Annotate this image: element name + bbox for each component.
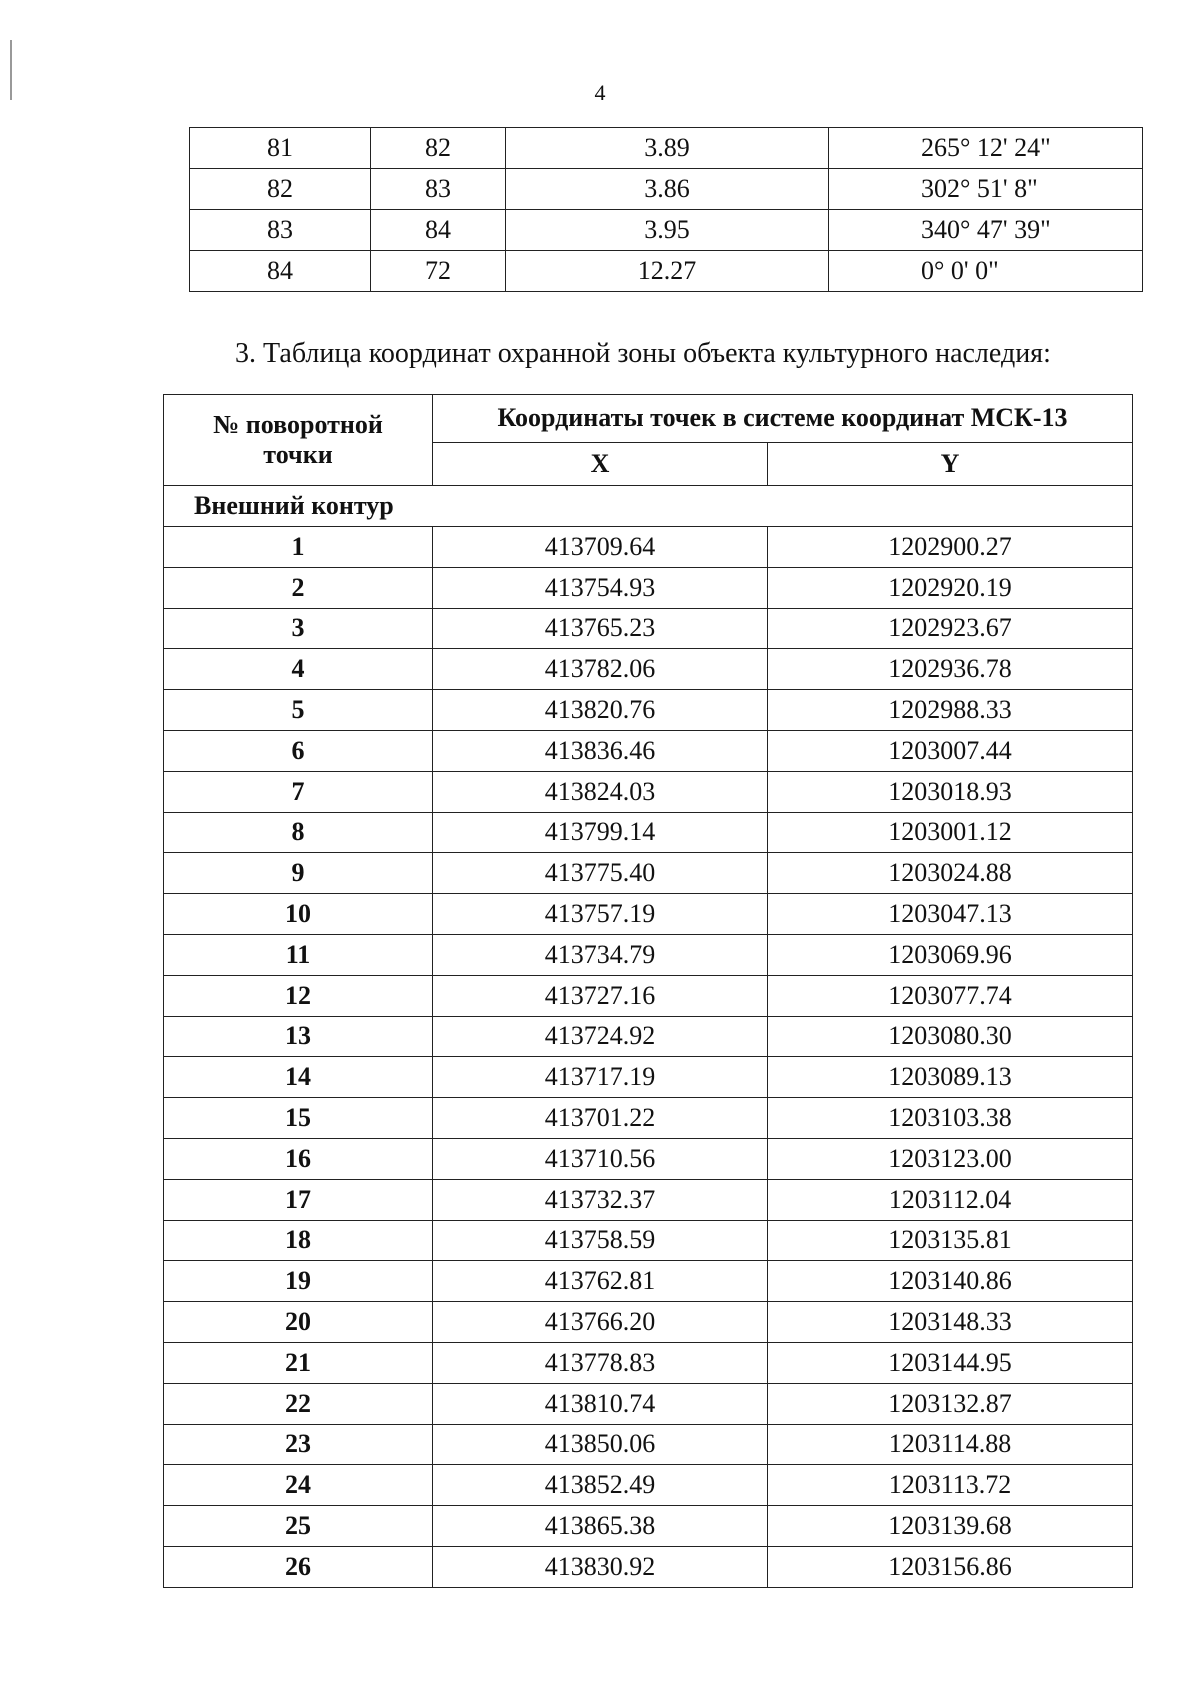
table-row: [164, 1342, 1133, 1383]
x-coordinate: 413727.16: [433, 975, 768, 1016]
segment-length: 3.95: [506, 210, 829, 251]
segment-from-point: 81: [190, 128, 371, 169]
x-coordinate: 413820.76: [433, 690, 768, 731]
segment-bearing: 265° 12' 24": [829, 128, 1143, 169]
segment-length: 3.86: [506, 169, 829, 210]
y-coordinate: 1203123.00: [768, 1138, 1133, 1179]
table-row: [164, 1383, 1133, 1424]
y-header: Y: [768, 442, 1133, 485]
y-coordinate: 1203148.33: [768, 1302, 1133, 1343]
y-coordinate: 1203103.38: [768, 1098, 1133, 1139]
x-coordinate: 413810.74: [433, 1383, 768, 1424]
x-coordinate: 413824.03: [433, 771, 768, 812]
y-coordinate: 1203113.72: [768, 1465, 1133, 1506]
segment-table-body: [190, 128, 1143, 292]
table-row: [164, 812, 1133, 853]
table-row: [164, 567, 1133, 608]
point-number: 20: [164, 1302, 433, 1343]
table-row: [164, 1424, 1133, 1465]
table-row: [164, 1546, 1133, 1587]
point-number: 14: [164, 1057, 433, 1098]
table-row: [164, 527, 1133, 568]
table-row: [164, 1098, 1133, 1139]
table-row: [164, 1179, 1133, 1220]
table-row: [164, 1302, 1133, 1343]
table-row: [164, 771, 1133, 812]
point-number: 5: [164, 690, 433, 731]
point-number: 24: [164, 1465, 433, 1506]
segment-bearing: 0° 0' 0": [829, 251, 1143, 292]
point-number: 21: [164, 1342, 433, 1383]
y-coordinate: 1203135.81: [768, 1220, 1133, 1261]
segment-bearing: 302° 51' 8": [829, 169, 1143, 210]
table-row: [164, 1220, 1133, 1261]
point-number-header-line1: № поворотной: [213, 410, 383, 440]
point-number: 16: [164, 1138, 433, 1179]
table-row: [164, 690, 1133, 731]
point-number: 13: [164, 1016, 433, 1057]
y-coordinate: 1203112.04: [768, 1179, 1133, 1220]
segment-from-point: 83: [190, 210, 371, 251]
x-coordinate: 413799.14: [433, 812, 768, 853]
table-row: [164, 649, 1133, 690]
point-number: 19: [164, 1261, 433, 1302]
point-number: 18: [164, 1220, 433, 1261]
segment-from-point: 82: [190, 169, 371, 210]
x-coordinate: 413758.59: [433, 1220, 768, 1261]
y-coordinate: 1203156.86: [768, 1546, 1133, 1587]
x-coordinate: 413734.79: [433, 934, 768, 975]
page-number: 4: [594, 80, 606, 105]
x-coordinate: 413766.20: [433, 1302, 768, 1343]
y-coordinate: 1202988.33: [768, 690, 1133, 731]
y-coordinate: 1203144.95: [768, 1342, 1133, 1383]
x-coordinate: 413775.40: [433, 853, 768, 894]
table-row: [164, 1506, 1133, 1547]
x-coordinate: 413830.92: [433, 1546, 768, 1587]
coordinates-table-head: [164, 395, 1133, 486]
coordinate-system-header: Координаты точек в системе координат МСК-13: [433, 395, 1133, 443]
x-header: X: [433, 442, 768, 485]
coordinates-table: [163, 394, 1133, 1588]
x-coordinate: 413717.19: [433, 1057, 768, 1098]
header-row: [164, 395, 1133, 443]
table-row: [164, 608, 1133, 649]
segment-to-point: 83: [371, 169, 506, 210]
x-coordinate: 413754.93: [433, 567, 768, 608]
point-number: 26: [164, 1546, 433, 1587]
section-row: [164, 486, 1133, 527]
y-coordinate: 1203140.86: [768, 1261, 1133, 1302]
point-number: 4: [164, 649, 433, 690]
segment-length: 3.89: [506, 128, 829, 169]
y-coordinate: 1202920.19: [768, 567, 1133, 608]
x-coordinate: 413709.64: [433, 527, 768, 568]
x-coordinate: 413782.06: [433, 649, 768, 690]
segment-to-point: 84: [371, 210, 506, 251]
point-number: 23: [164, 1424, 433, 1465]
table-row: [164, 1057, 1133, 1098]
segment-row: [190, 128, 1143, 169]
table-row: [164, 975, 1133, 1016]
point-number: 22: [164, 1383, 433, 1424]
point-number: 2: [164, 567, 433, 608]
y-coordinate: 1203089.13: [768, 1057, 1133, 1098]
segment-table: [189, 127, 1143, 292]
table-row: [164, 934, 1133, 975]
y-coordinate: 1203077.74: [768, 975, 1133, 1016]
segment-from-point: 84: [190, 251, 371, 292]
y-coordinate: 1203139.68: [768, 1506, 1133, 1547]
table-row: [164, 1465, 1133, 1506]
y-coordinate: 1203018.93: [768, 771, 1133, 812]
x-coordinate: 413762.81: [433, 1261, 768, 1302]
point-number: 3: [164, 608, 433, 649]
segment-row: [190, 251, 1143, 292]
x-coordinate: 413724.92: [433, 1016, 768, 1057]
x-coordinate: 413778.83: [433, 1342, 768, 1383]
table-row: [164, 1016, 1133, 1057]
point-number: 8: [164, 812, 433, 853]
x-coordinate: 413850.06: [433, 1424, 768, 1465]
point-number: 17: [164, 1179, 433, 1220]
x-coordinate: 413757.19: [433, 894, 768, 935]
table-row: [164, 730, 1133, 771]
y-coordinate: 1203007.44: [768, 730, 1133, 771]
table-row: [164, 894, 1133, 935]
x-coordinate: 413852.49: [433, 1465, 768, 1506]
section-label: Внешний контур: [164, 486, 1133, 527]
point-number: 9: [164, 853, 433, 894]
y-coordinate: 1202936.78: [768, 649, 1133, 690]
point-number-header-line2: точки: [263, 440, 333, 469]
point-number: 11: [164, 934, 433, 975]
segment-to-point: 72: [371, 251, 506, 292]
segment-row: [190, 169, 1143, 210]
table-row: [164, 1138, 1133, 1179]
y-coordinate: 1203114.88: [768, 1424, 1133, 1465]
point-number: 7: [164, 771, 433, 812]
point-number: 12: [164, 975, 433, 1016]
segment-bearing: 340° 47' 39": [829, 210, 1143, 251]
point-number: 25: [164, 1506, 433, 1547]
table-caption: 3. Таблица координат охранной зоны объекта культурного наследия:: [235, 338, 1051, 369]
point-number: 15: [164, 1098, 433, 1139]
point-number-header: [164, 395, 433, 486]
table-row: [164, 853, 1133, 894]
y-coordinate: 1203080.30: [768, 1016, 1133, 1057]
y-coordinate: 1203024.88: [768, 853, 1133, 894]
y-coordinate: 1203132.87: [768, 1383, 1133, 1424]
y-coordinate: 1202900.27: [768, 527, 1133, 568]
segment-row: [190, 210, 1143, 251]
x-coordinate: 413732.37: [433, 1179, 768, 1220]
y-coordinate: 1202923.67: [768, 608, 1133, 649]
point-number: 6: [164, 730, 433, 771]
y-coordinate: 1203001.12: [768, 812, 1133, 853]
x-coordinate: 413765.23: [433, 608, 768, 649]
segment-to-point: 82: [371, 128, 506, 169]
x-coordinate: 413701.22: [433, 1098, 768, 1139]
x-coordinate: 413710.56: [433, 1138, 768, 1179]
x-coordinate: 413836.46: [433, 730, 768, 771]
y-coordinate: 1203069.96: [768, 934, 1133, 975]
point-number: 10: [164, 894, 433, 935]
x-coordinate: 413865.38: [433, 1506, 768, 1547]
segment-length: 12.27: [506, 251, 829, 292]
coordinates-table-body: [164, 486, 1133, 1588]
y-coordinate: 1203047.13: [768, 894, 1133, 935]
point-number: 1: [164, 527, 433, 568]
table-row: [164, 1261, 1133, 1302]
